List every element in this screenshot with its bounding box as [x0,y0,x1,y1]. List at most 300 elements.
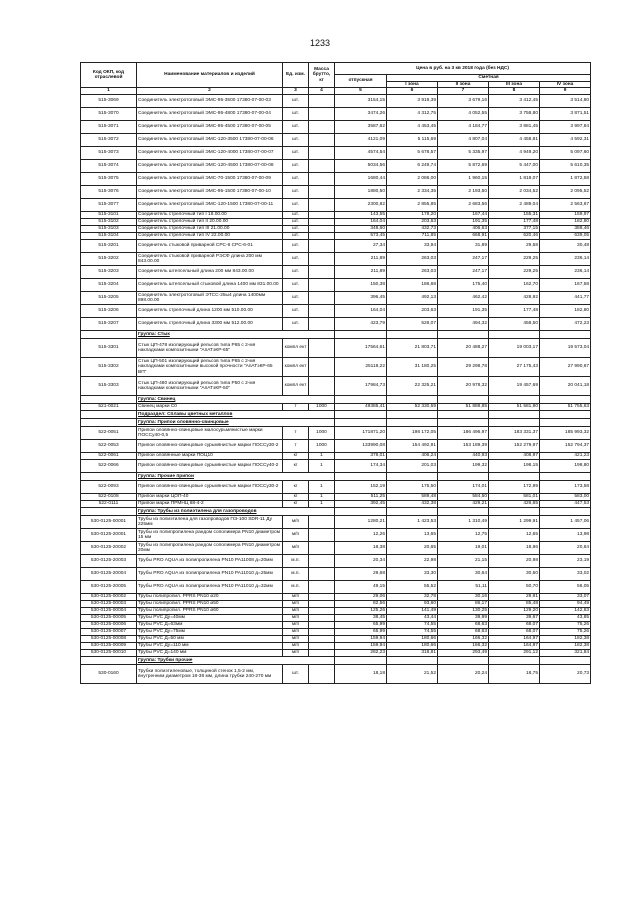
item-unit: кг [283,494,309,501]
item-name: Трубы PVC Ду=110 мм [137,643,283,650]
price-zone-4: 321,84 [540,650,591,657]
price-zone-2: 5 335,97 [438,147,489,160]
item-unit: кг [283,501,309,508]
price-release: 282,23 [335,650,387,657]
price-zone-2: 2 193,50 [438,186,489,199]
price-zone-1: 22 325,21 [387,377,438,396]
table-row [81,629,591,636]
table-row [81,581,591,594]
table-row [81,542,591,555]
price-zone-3: 377,15 [489,226,540,233]
item-mass [309,226,335,233]
group-title: Группа: Свинец [137,396,335,404]
price-zone-4: 56,05 [540,581,591,594]
price-zone-4: 3 514,80 [540,95,591,108]
item-mass: 1000 [309,440,335,453]
group-spacer [81,411,137,419]
item-code: 530-0125-20004 [81,568,137,581]
item-unit: шт. [283,95,309,108]
item-unit: шт. [283,134,309,147]
item-mass [309,240,335,253]
header-price-title: Цена в руб. на 3 кв 2018 года (без НДС) [335,63,591,75]
item-unit: шт. [283,121,309,134]
item-code: 522-0061 [81,453,137,460]
group-spacer [81,473,137,481]
item-unit: шт. [283,240,309,253]
item-mass [309,134,335,147]
column-number: 7 [438,88,489,95]
group-row [81,396,591,404]
price-zone-4: 4 592,31 [540,134,591,147]
table-row [81,219,591,226]
table-row [81,108,591,121]
item-name: Трубы PVC Ду=75мм [137,629,283,636]
price-zone-4: 583,00 [540,494,591,501]
item-mass [309,622,335,629]
table-row [81,305,591,318]
item-name: Соединитель стыковой приварной СРС-6 СРС-6-01 [137,240,283,253]
price-zone-1: 178,20 [387,212,438,219]
item-unit: м/п [283,615,309,622]
item-name: Стык ЦП-501 изолирующий рельсов типа Р65 с 2-мя накладками композитными высокой прочности "АпАТэКР-65 ВП" [137,358,283,377]
table-row [81,95,591,108]
item-name: Трубы полипропил. PPRS PN10 ø20 [137,594,283,601]
group-spacer [540,419,591,427]
item-mass [309,173,335,186]
price-zone-3: 19 457,69 [489,377,540,396]
price-zone-1: 13,65 [387,529,438,542]
item-name: Трубы полипропил. PPRS PN10 ø50 [137,601,283,608]
price-zone-4: 3 997,84 [540,121,591,134]
group-spacer [540,396,591,404]
table-row [81,279,591,292]
price-release: 171871,20 [335,427,387,440]
item-mass [309,121,335,134]
price-zone-1: 5 678,57 [387,147,438,160]
price-zone-1: 33,94 [387,240,438,253]
price-zone-3: 458,50 [489,318,540,331]
item-mass [309,160,335,173]
table-row [81,608,591,615]
group-spacer [540,657,591,665]
table-row [81,253,591,266]
price-release: 423,79 [335,318,387,331]
group-spacer [438,411,489,419]
price-release: 143,55 [335,212,387,219]
table-row [81,555,591,568]
price-zone-1: 201,03 [387,460,438,473]
item-code: 530-0160 [81,665,137,684]
group-spacer [438,331,489,339]
page-number: 1233 [309,38,331,48]
price-zone-4: 236,14 [540,253,591,266]
price-zone-1: 2 855,85 [387,199,438,212]
header-zone-3: III зона [489,81,540,88]
price-zone-2: 584,50 [438,494,489,501]
item-name: Соединитель стрелочный тип III 21.00.00 [137,226,283,233]
item-mass [309,615,335,622]
column-number: 1 [81,88,137,95]
item-unit: м/п [283,601,309,608]
price-zone-2: 199,32 [438,460,489,473]
table-row [81,481,591,494]
price-zone-4: 198,80 [540,460,591,473]
price-zone-2: 3 679,16 [438,95,489,108]
price-zone-3: 426,65 [489,501,540,508]
column-number: 9 [540,88,591,95]
item-code: 515-3073 [81,147,137,160]
item-name: Припои оловянно-свинцовые малосурьмянистые марки ПОССу40-0,5 [137,427,283,440]
item-name: Припои марки ЦОП-40 [137,494,283,501]
item-name: Соединитель электротоговый ЭМС-95-3500 17380-07-00-03 [137,95,283,108]
price-zone-1: 406,24 [387,453,438,460]
item-code: 515-3070 [81,108,137,121]
price-zone-4: 43,85 [540,615,591,622]
group-spacer [387,473,438,481]
item-mass [309,601,335,608]
item-mass [309,292,335,305]
group-spacer [81,331,137,339]
item-name: Трубы PVC Д=140 мм [137,650,283,657]
price-zone-2: 130,25 [438,608,489,615]
group-row [81,331,591,339]
item-mass: 1 [309,494,335,501]
price-zone-2: 494,32 [438,318,489,331]
price-zone-1: 526,07 [387,318,438,331]
price-zone-3: 18,86 [489,542,540,555]
item-name: Соединитель электротоговый ЭМС-120-4000 17380-07-00-07 [137,147,283,160]
price-zone-4: 152 794,37 [540,440,591,453]
table-row [81,240,591,253]
item-code: 522-0108 [81,494,137,501]
group-spacer [387,508,438,516]
item-code: 530-0125-20003 [81,555,137,568]
group-spacer [438,419,489,427]
price-release: 27,34 [335,240,387,253]
header-unit: Ед. изм. [283,63,309,88]
table-row [81,160,591,173]
item-name: Трубы PRO AQUA из полипропилена PN10 PA11010 д=32мм [137,581,283,594]
item-unit: шт. [283,305,309,318]
group-spacer [489,331,540,339]
price-zone-3: 164,97 [489,636,540,643]
item-unit: м/п [283,636,309,643]
price-zone-2: 429,21 [438,501,489,508]
price-zone-1: 141,49 [387,608,438,615]
item-code: 530-0125-00009 [81,643,137,650]
item-code: 515-3071 [81,121,137,134]
group-spacer [540,473,591,481]
item-code: 530-0125-20001 [81,529,137,542]
price-zone-2: 174,01 [438,481,489,494]
item-unit: т [283,440,309,453]
item-code: 515-3074 [81,160,137,173]
price-zone-4: 1 872,58 [540,173,591,186]
item-unit: компл ект [283,358,309,377]
price-release: 2300,82 [335,199,387,212]
price-zone-3: 27 175,43 [489,358,540,377]
table-row [81,594,591,601]
item-mass: 1000 [309,427,335,440]
item-unit: т [283,427,309,440]
item-unit: компл ект [283,377,309,396]
price-zone-4: 472,23 [540,318,591,331]
header-code: Код ОКП, код отраслевой [81,63,137,88]
price-zone-4: 2 563,67 [540,199,591,212]
price-zone-4: 5 610,35 [540,160,591,173]
item-code: 515-3075 [81,173,137,186]
price-release: 17564,61 [335,339,387,358]
item-mass: 1 [309,460,335,473]
group-title: Группа: Стык [137,331,335,339]
price-zone-4: 33,07 [540,594,591,601]
price-zone-4: 142,83 [540,608,591,615]
item-code: 515-3207 [81,318,137,331]
item-code: 530-0125-00004 [81,608,137,615]
table-row [81,147,591,160]
price-zone-1: 263,03 [387,266,438,279]
table-row [81,643,591,650]
item-mass [309,212,335,219]
item-code: 515-3206 [81,305,137,318]
price-zone-2: 186 496,97 [438,427,489,440]
price-zone-2: 4 807,04 [438,134,489,147]
group-spacer [387,331,438,339]
column-number: 5 [335,88,387,95]
price-zone-2: 247,17 [438,266,489,279]
price-release: 3154,15 [335,95,387,108]
price-zone-3: 12,65 [489,529,540,542]
item-unit: шт. [283,147,309,160]
item-unit: шт. [283,226,309,233]
table-row [81,266,591,279]
price-zone-3: 3 881,45 [489,121,540,134]
table-row [81,226,591,233]
item-unit: м/п [283,643,309,650]
price-table [80,62,591,684]
item-mass [309,199,335,212]
item-code: 522-0066 [81,460,137,473]
item-code: 530-0125-00005 [81,615,137,622]
price-zone-3: 3 758,80 [489,108,540,121]
price-zone-4: 236,14 [540,266,591,279]
table-row [81,233,591,240]
item-mass [309,650,335,657]
price-zone-1: 180,66 [387,636,438,643]
item-name: Соединитель электротоговый ЭМС-95-4500 17380-07-00-05 [137,121,283,134]
group-spacer [335,508,387,516]
group-spacer [387,396,438,404]
group-spacer [489,419,540,427]
price-zone-2: 462,42 [438,292,489,305]
price-zone-3: 39,67 [489,615,540,622]
price-zone-4: 33,02 [540,568,591,581]
price-zone-4: 167,58 [540,279,591,292]
column-number: 4 [309,88,335,95]
price-release: 49,15 [335,581,387,594]
price-zone-3: 51 581,90 [489,404,540,411]
item-unit: шт. [283,279,309,292]
header-release-price: отпускная [335,75,387,88]
price-zone-4: 421,23 [540,453,591,460]
table-row [81,173,591,186]
price-release: 65,99 [335,622,387,629]
group-spacer [438,396,489,404]
item-code: 522-0053 [81,440,137,453]
price-release: 25118,22 [335,358,387,377]
price-zone-4: 182,38 [540,636,591,643]
item-unit: кг [283,453,309,460]
price-zone-3: 172,99 [489,481,540,494]
item-mass [309,95,335,108]
table-row [81,494,591,501]
item-unit: м.п. [283,581,309,594]
item-mass [309,186,335,199]
price-zone-2: 406,63 [438,226,489,233]
price-zone-1: 154 492,91 [387,440,438,453]
price-zone-3: 68,07 [489,622,540,629]
item-code: 522-0051 [81,427,137,440]
item-code: 522-0111 [81,501,137,508]
item-mass [309,629,335,636]
price-release: 18,38 [335,542,387,555]
item-unit: шт. [283,108,309,121]
item-name: Припои оловянно-свинцовые сурьмянистые марки ПОССу40-2 [137,460,283,473]
item-unit: шт. [283,219,309,226]
price-zone-1: 74,55 [387,622,438,629]
price-zone-4: 182,38 [540,643,591,650]
item-code: 530-0125-20002 [81,542,137,555]
item-unit: м/п [283,622,309,629]
price-zone-3: 162,70 [489,279,540,292]
group-spacer [335,396,387,404]
table-row [81,501,591,508]
group-spacer [81,396,137,404]
price-zone-2: 29 298,78 [438,358,489,377]
price-zone-3: 177,48 [489,305,540,318]
price-zone-4: 30,48 [540,240,591,253]
price-release: 12,26 [335,529,387,542]
header-zone-4: IV зона [540,81,591,88]
price-zone-1: 198 172,05 [387,427,438,440]
item-code: 515-3201 [81,240,137,253]
price-zone-2: 191,35 [438,219,489,226]
price-zone-2: 175,40 [438,279,489,292]
item-name: Соединитель стрелочный длина 1200 мм 510.00.00 [137,305,283,318]
price-zone-4: 2 095,52 [540,186,591,199]
item-mass [309,253,335,266]
price-release: 82,56 [335,601,387,608]
group-spacer [81,508,137,516]
item-mass [309,147,335,160]
table-row [81,339,591,358]
item-code: 515-3101 [81,212,137,219]
price-release: 378,01 [335,453,387,460]
item-code: 515-3072 [81,134,137,147]
item-unit: шт. [283,199,309,212]
price-zone-2: 166,32 [438,636,489,643]
table-row [81,404,591,411]
price-zone-2: 68,63 [438,622,489,629]
price-zone-2: 440,93 [438,453,489,460]
price-zone-1: 4 453,45 [387,121,438,134]
table-row [81,636,591,643]
price-release: 49385,41 [335,404,387,411]
item-code: 522-0093 [81,481,137,494]
item-mass: 1 [309,501,335,508]
item-name: Соединитель стрелочный длина 3300 мм 512.00.00 [137,318,283,331]
item-mass: 1 [309,481,335,494]
price-zone-2: 86,17 [438,601,489,608]
price-zone-4: 447,53 [540,501,591,508]
group-spacer [540,331,591,339]
price-release: 5034,56 [335,160,387,173]
item-unit: м.п. [283,568,309,581]
item-name: Трубы полипропил. PPRS PN10 ø60 [137,608,283,615]
item-name: Соединитель стрелочный тип I 18.00.00 [137,212,283,219]
price-release: 573,45 [335,233,387,240]
item-mass [309,377,335,396]
group-title: Подраздел: Сплавы цветных металлов [137,411,335,419]
price-release: 3474,26 [335,108,387,121]
group-spacer [489,411,540,419]
price-release: 65,99 [335,629,387,636]
item-unit: шт. [283,173,309,186]
header-name: Наименование материалов и изделий [137,63,283,88]
price-zone-2: 293,49 [438,650,489,657]
price-zone-4: 182,80 [540,219,591,226]
price-zone-4: 20,73 [540,665,591,684]
price-zone-2: 1 310,49 [438,516,489,529]
price-zone-1: 3 919,39 [387,95,438,108]
item-unit: кг [283,481,309,494]
group-spacer [335,657,387,665]
price-zone-1: 1 423,53 [387,516,438,529]
item-mass [309,318,335,331]
item-mass [309,608,335,615]
item-code: 515-3103 [81,226,137,233]
item-code: 515-3102 [81,219,137,226]
table-row [81,622,591,629]
price-zone-2: 247,17 [438,253,489,266]
item-name: Свинец марки С0 [137,404,283,411]
item-name: Соединитель электротоговый ЭМС-70-1500 17380-07-00-09 [137,173,283,186]
price-zone-1: 589,48 [387,494,438,501]
price-zone-1: 55,52 [387,581,438,594]
price-zone-3: 68,07 [489,629,540,636]
price-zone-1: 432,73 [387,226,438,233]
item-name: Соединитель штепсельный длина 200 мм 843.00.00 [137,266,283,279]
price-zone-2: 668,91 [438,233,489,240]
price-release: 164,04 [335,219,387,226]
price-zone-3: 1 299,91 [489,516,540,529]
price-release: 211,89 [335,253,387,266]
price-release: 125,26 [335,608,387,615]
item-code: 515-3303 [81,377,137,396]
item-name: Соединитель стыковой приварной РЭСФ длина 200 мм 843.00.00 [137,253,283,266]
item-mass [309,643,335,650]
item-name: Трубы PVC Д=50 мм [137,636,283,643]
item-mass: 1 [309,453,335,460]
item-code: 515-3077 [81,199,137,212]
price-zone-1: 5 115,69 [387,134,438,147]
price-zone-2: 68,63 [438,629,489,636]
group-spacer [489,508,540,516]
group-spacer [438,508,489,516]
item-name: Трубы из полипропилена рандом сополимера PN10 диаметром 20мм [137,542,283,555]
table-row [81,453,591,460]
price-zone-1: 263,03 [387,253,438,266]
